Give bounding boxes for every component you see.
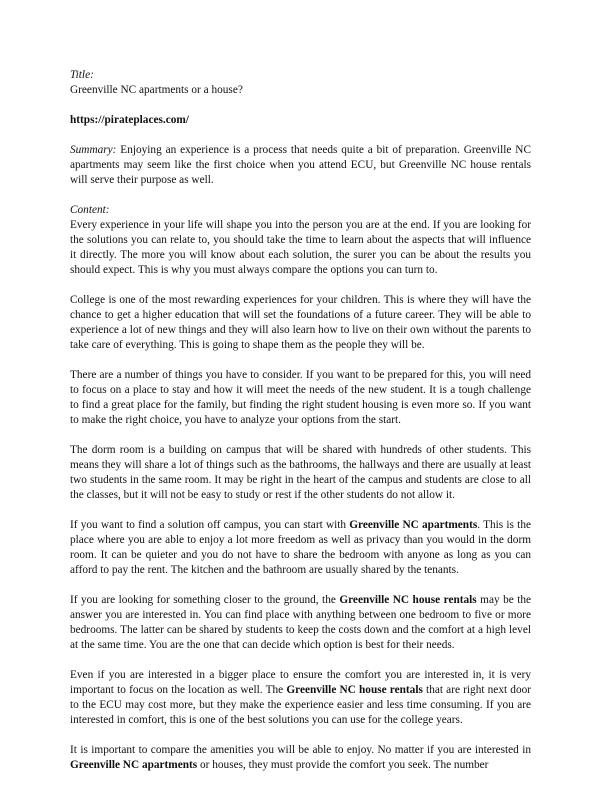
summary-text: Enjoying an experience is a process that needs quite a bit of preparation. Greenville NC apartments may seem like the first choice when you attend ECU, but Greenville NC house rentals will serve their purpose as well. — [70, 144, 531, 186]
paragraph-text: that are right next door to the ECU may cost more, but they make the experience easier and less time consuming. If you are interested in comfort, this is one of the best solutions you can use for the college years. — [70, 684, 531, 726]
paragraph-text: It is important to compare the amenities you will be able to enjoy. No matter if you are interested in — [70, 744, 531, 756]
paragraph-text: may be the answer you are interested in. You can find place with anything between one bedroom to five or more bedrooms. The latter can be shared by students to keep the costs down and the comfort at a high level at the same time. You are the one that can decide which option is best for their needs. — [70, 594, 532, 651]
title-block — [70, 68, 531, 98]
keyword-bold: Greenville NC apartments — [349, 519, 478, 531]
content-paragraph-6 — [70, 593, 531, 653]
paragraph-text: . This is the place where you are able to enjoy a lot more freedom as well as privacy than you would in the dorm room. It can be quieter and you do not have to share the bedroom with anyone as long as you can afford to pay the rent. The kitchen and the bathroom are usually shared by the tenants. — [70, 519, 531, 576]
content-paragraph-2: College is one of the most rewarding experiences for your children. This is where they will have the chance to get a higher education that will set the foundations of a future career. They will be able to experience a lot of new things and they will also learn how to live on their own without the parents to take care of everything. This is going to shape them as the people they will be. — [70, 294, 531, 351]
title-label: Title: — [70, 69, 94, 81]
paragraph-text: or houses, they must provide the comfort you seek. The number — [197, 759, 489, 771]
source-url: https://pirateplaces.com/ — [70, 114, 189, 126]
paragraph-text: If you want to find a solution off campus, you can start with — [70, 519, 350, 531]
content-paragraph-1: Every experience in your life will shape you into the person you are at the end. If you are looking for the solutions you can relate to, you should take the time to learn about the aspects that will influence it directly. The more you will know about each solution, the surer you can be about the results you should expect. This is why you must always compare the options you can turn to. — [70, 219, 531, 276]
paragraph-text: If you are looking for something closer to the ground, the — [70, 594, 340, 606]
content-paragraph-4: The dorm room is a building on campus that will be shared with hundreds of other students. This means they will share a lot of things such as the bathrooms, the hallways and there are usually at least two students in the same room. It may be right in the heart of the campus and students are close to all the classes, but it will not be easy to study or rest if the other students do not allow it. — [70, 444, 531, 501]
content-paragraph-8 — [70, 743, 531, 773]
document-page — [70, 68, 531, 788]
content-paragraph-5 — [70, 518, 531, 578]
content-paragraph-3: There are a number of things you have to consider. If you want to be prepared for this, you will need to focus on a place to stay and how it will meet the needs of the new student. It is a tough challenge to find a great place for the family, but finding the right student housing is even more so. If you want to make the right choice, you have to analyze your options from the start. — [70, 369, 531, 426]
content-label: Content: — [70, 204, 110, 216]
summary-label: Summary: — [70, 144, 117, 156]
keyword-bold: Greenville NC house rentals — [286, 684, 423, 696]
paragraph-text: Even if you are interested in a bigger place to ensure the comfort you are interested in, it is very important to focus on the location as well. The — [70, 669, 531, 696]
content-paragraph-7 — [70, 668, 531, 728]
keyword-bold: Greenville NC apartments — [70, 759, 198, 771]
keyword-bold: Greenville NC house rentals — [339, 594, 477, 606]
document-title: Greenville NC apartments or a house? — [70, 84, 243, 96]
summary-paragraph — [70, 143, 531, 188]
